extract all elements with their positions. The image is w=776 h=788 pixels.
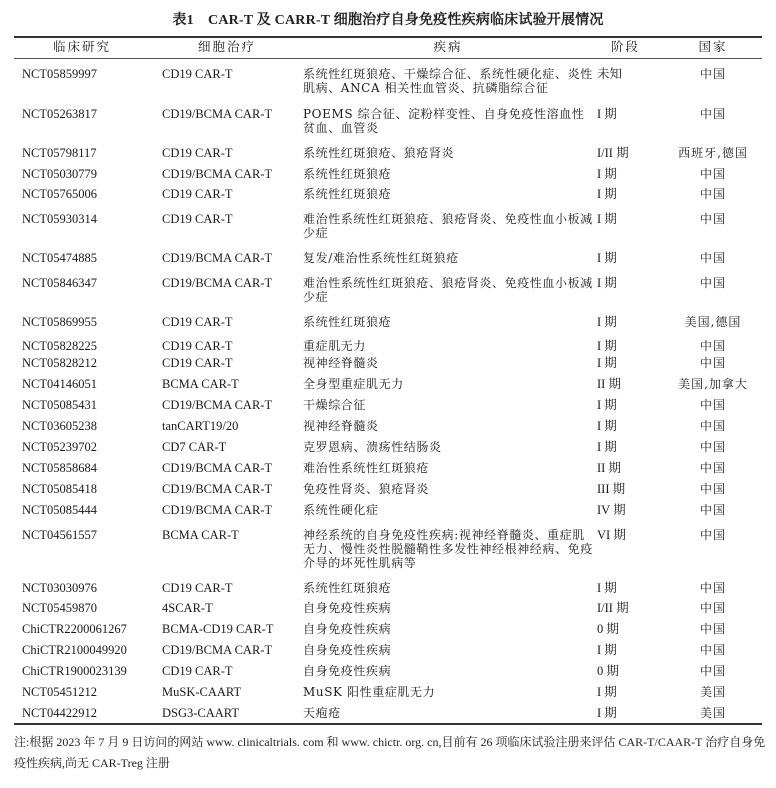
phase-cell: I 期 (597, 107, 617, 121)
study-id-cell: NCT05858684 (22, 461, 97, 475)
therapy-cell: CD19 CAR-T (162, 315, 233, 329)
phase-cell: I 期 (597, 356, 617, 370)
phase-cell: I 期 (597, 212, 617, 226)
disease-cell: 全身型重症肌无力 (303, 377, 404, 391)
disease-cell: 干燥综合征 (303, 398, 367, 412)
therapy-cell: CD19 CAR-T (162, 664, 233, 678)
phase-cell: 未知 (597, 67, 623, 81)
country-cell: 中国 (699, 107, 726, 121)
study-id-cell: NCT05765006 (22, 187, 97, 201)
phase-cell: I/II 期 (597, 601, 629, 615)
study-id-cell: NCT05085418 (22, 482, 97, 496)
therapy-cell: BCMA CAR-T (162, 528, 239, 542)
phase-cell: I 期 (597, 398, 617, 412)
phase-cell: 0 期 (597, 622, 619, 636)
therapy-cell: CD19/BCMA CAR-T (162, 107, 273, 121)
disease-cell: 系统性红斑狼疮 (303, 187, 392, 201)
study-id-cell: NCT05030779 (22, 167, 97, 181)
study-id-cell: NCT05859997 (22, 67, 97, 81)
table-header-rule (14, 58, 762, 59)
header-therapy: 细胞治疗 (197, 39, 256, 54)
table-title: 表1 CAR-T 及 CARR-T 细胞治疗自身免疫性疾病临床试验开展情况 (172, 13, 604, 28)
header-country: 国家 (698, 39, 728, 54)
phase-cell: II 期 (597, 377, 621, 391)
disease-cell: 系统性红斑狼疮 (303, 167, 392, 181)
therapy-cell: tanCART19/20 (162, 419, 239, 433)
therapy-cell: BCMA CAR-T (162, 377, 239, 391)
study-id-cell: NCT05869955 (22, 315, 97, 329)
country-cell: 美国 (699, 706, 726, 720)
study-id-cell: ChiCTR2100049920 (22, 643, 127, 657)
therapy-cell: CD19 CAR-T (162, 581, 233, 595)
disease-cell: 自身免疫性疾病 (303, 643, 392, 657)
country-cell: 中国 (699, 528, 726, 542)
disease-cell: 系统性红斑狼疮 (303, 581, 392, 595)
disease-cell: 克罗恩病、溃疡性结肠炎 (303, 440, 442, 454)
study-id-cell: ChiCTR1900023139 (22, 664, 127, 678)
phase-cell: I 期 (597, 419, 617, 433)
therapy-cell: BCMA-CD19 CAR-T (162, 622, 274, 636)
therapy-cell: CD19 CAR-T (162, 212, 233, 226)
therapy-cell: CD19/BCMA CAR-T (162, 461, 273, 475)
phase-cell: I/II 期 (597, 146, 629, 160)
therapy-cell: 4SCAR-T (162, 601, 213, 615)
study-id-cell: NCT05474885 (22, 251, 97, 265)
country-cell: 中国 (699, 187, 726, 201)
table-bottom-rule (14, 723, 762, 725)
study-id-cell: NCT05459870 (22, 601, 97, 615)
disease-cell: 难治性系统性红斑狼疮、狼疮肾炎、免疫性血小板减少症 (303, 212, 593, 240)
study-id-cell: NCT04146051 (22, 377, 97, 391)
study-id-cell: NCT03030976 (22, 581, 97, 595)
country-cell: 西班牙,德国 (678, 146, 748, 160)
disease-cell: 视神经脊髓炎 (303, 356, 379, 370)
phase-cell: I 期 (597, 251, 617, 265)
study-id-cell: ChiCTR2200061267 (22, 622, 127, 636)
therapy-cell: CD19 CAR-T (162, 356, 233, 370)
phase-cell: II 期 (597, 461, 621, 475)
study-id-cell: NCT05828225 (22, 339, 97, 353)
therapy-cell: CD19/BCMA CAR-T (162, 167, 273, 181)
therapy-cell: MuSK-CAART (162, 685, 242, 699)
disease-cell: 系统性红斑狼疮 (303, 315, 392, 329)
header-study: 临床研究 (52, 39, 111, 54)
therapy-cell: CD19 CAR-T (162, 339, 233, 353)
country-cell: 中国 (699, 212, 726, 226)
disease-cell: 视神经脊髓炎 (303, 419, 379, 433)
therapy-cell: CD19/BCMA CAR-T (162, 276, 273, 290)
phase-cell: I 期 (597, 187, 617, 201)
phase-cell: I 期 (597, 276, 617, 290)
study-id-cell: NCT05451212 (22, 685, 97, 699)
disease-cell: 系统性红斑狼疮、干燥综合征、系统性硬化症、炎性肌病、ANCA 相关性血管炎、抗磷脂综合征 (303, 67, 593, 95)
disease-cell: 自身免疫性疾病 (303, 622, 392, 636)
country-cell: 美国,加拿大 (678, 377, 748, 391)
phase-cell: I 期 (597, 339, 617, 353)
country-cell: 中国 (699, 276, 726, 290)
phase-cell: III 期 (597, 482, 626, 496)
disease-cell: 复发/难治性系统性红斑狼疮 (303, 251, 459, 265)
therapy-cell: CD19/BCMA CAR-T (162, 251, 273, 265)
disease-cell: 重症肌无力 (303, 339, 367, 353)
disease-cell: 天疱疮 (303, 706, 341, 720)
country-cell: 中国 (699, 581, 726, 595)
disease-cell: 自身免疫性疾病 (303, 601, 392, 615)
disease-cell: 难治性系统性红斑狼疮、狼疮肾炎、免疫性血小板减少症 (303, 276, 593, 304)
study-id-cell: NCT03605238 (22, 419, 97, 433)
therapy-cell: CD19 CAR-T (162, 146, 233, 160)
study-id-cell: NCT05239702 (22, 440, 97, 454)
phase-cell: I 期 (597, 581, 617, 595)
country-cell: 中国 (699, 398, 726, 412)
country-cell: 中国 (699, 356, 726, 370)
country-cell: 中国 (699, 167, 726, 181)
study-id-cell: NCT05085444 (22, 503, 97, 517)
therapy-cell: CD7 CAR-T (162, 440, 227, 454)
disease-cell: 系统性红斑狼疮、狼疮肾炎 (303, 146, 455, 160)
phase-cell: I 期 (597, 643, 617, 657)
phase-cell: 0 期 (597, 664, 619, 678)
therapy-cell: CD19/BCMA CAR-T (162, 398, 273, 412)
disease-cell: MuSK 阳性重症肌无力 (303, 685, 436, 699)
disease-cell: 自身免疫性疾病 (303, 664, 392, 678)
therapy-cell: DSG3-CAART (162, 706, 240, 720)
disease-cell: POEMS 综合征、淀粉样变性、自身免疫性溶血性贫血、血管炎 (303, 107, 585, 135)
study-id-cell: NCT04561557 (22, 528, 97, 542)
study-id-cell: NCT05085431 (22, 398, 97, 412)
country-cell: 中国 (699, 503, 726, 517)
table-top-rule (14, 36, 762, 38)
country-cell: 中国 (699, 67, 726, 81)
study-id-cell: NCT04422912 (22, 706, 97, 720)
therapy-cell: CD19 CAR-T (162, 187, 233, 201)
country-cell: 中国 (699, 461, 726, 475)
study-id-cell: NCT05930314 (22, 212, 97, 226)
phase-cell: I 期 (597, 167, 617, 181)
study-id-cell: NCT05846347 (22, 276, 97, 290)
study-id-cell: NCT05263817 (22, 107, 97, 121)
country-cell: 中国 (699, 419, 726, 433)
phase-cell: IV 期 (597, 503, 626, 517)
therapy-cell: CD19/BCMA CAR-T (162, 643, 273, 657)
phase-cell: VI 期 (597, 528, 626, 542)
therapy-cell: CD19/BCMA CAR-T (162, 503, 273, 517)
country-cell: 中国 (699, 601, 726, 615)
country-cell: 中国 (699, 440, 726, 454)
table-footnote: 注:根据 2023 年 7 月 9 日访问的网站 www. clinicaltrials. com 和 www. chictr. org. cn,目前有 26 项临床试验注册来评估 CAR-T/CAAR-T 治疗自身免疫性疾病,尚无 CAR-Treg 注册 (14, 735, 766, 770)
therapy-cell: CD19 CAR-T (162, 67, 233, 81)
disease-cell: 神经系统的自身免疫性疾病:视神经脊髓炎、重症肌无力、慢性炎性脱髓鞘性多发性神经根神经病、免疫介导的坏死性肌病等 (303, 528, 593, 570)
country-cell: 中国 (699, 622, 726, 636)
country-cell: 美国,德国 (684, 315, 742, 329)
therapy-cell: CD19/BCMA CAR-T (162, 482, 273, 496)
country-cell: 中国 (699, 482, 726, 496)
country-cell: 中国 (699, 251, 726, 265)
phase-cell: I 期 (597, 685, 617, 699)
study-id-cell: NCT05798117 (22, 146, 97, 160)
disease-cell: 难治性系统性红斑狼疮 (303, 461, 430, 475)
header-phase: 阶段 (611, 39, 641, 54)
phase-cell: I 期 (597, 440, 617, 454)
phase-cell: I 期 (597, 706, 617, 720)
study-id-cell: NCT05828212 (22, 356, 97, 370)
disease-cell: 系统性硬化症 (303, 503, 379, 517)
country-cell: 中国 (699, 643, 726, 657)
country-cell: 美国 (699, 685, 726, 699)
phase-cell: I 期 (597, 315, 617, 329)
country-cell: 中国 (699, 339, 726, 353)
disease-cell: 免疫性肾炎、狼疮肾炎 (303, 482, 430, 496)
country-cell: 中国 (699, 664, 726, 678)
header-disease: 疾病 (433, 39, 463, 54)
